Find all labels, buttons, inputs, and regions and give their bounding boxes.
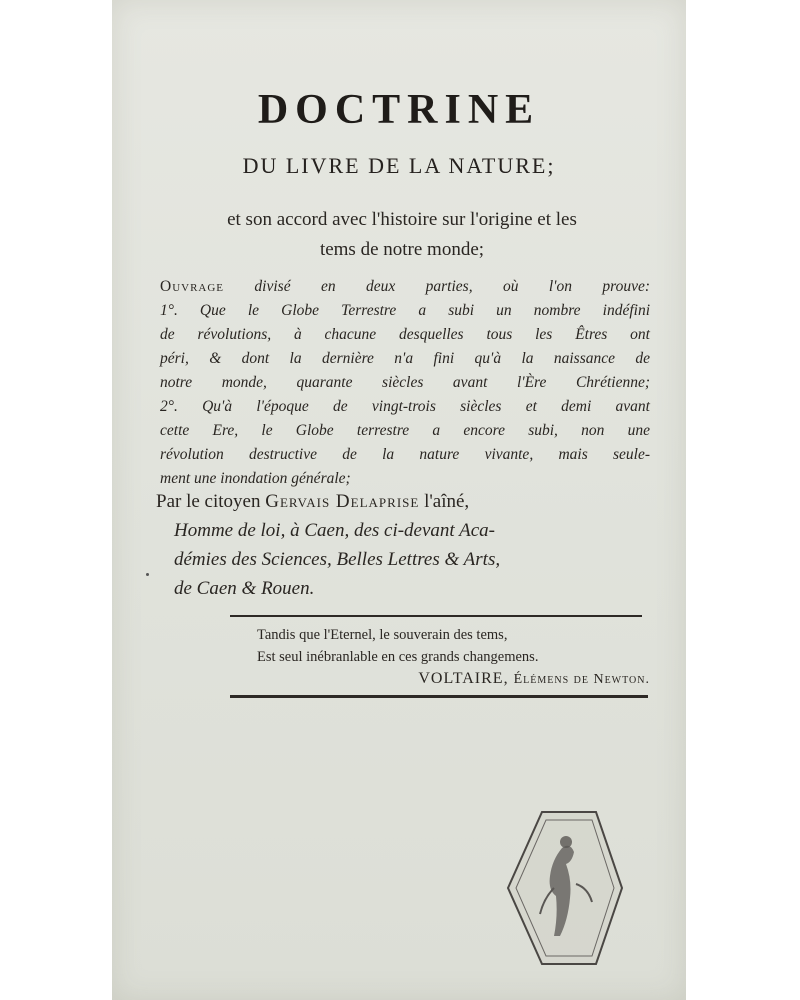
attribution-work: Élémens de Newton. [513,672,650,687]
author-title-line: de Caen & Rouen. [174,578,315,599]
ouvrage-description [160,275,650,491]
ouvrage-line: cette Ere, le Globe terrestre a encore subi, non une [160,422,650,439]
ouvrage-line: 1°. Que le Globe Terrestre a subi un nombre indéfini [160,302,650,319]
accord-line-1: et son accord avec l'histoire sur l'origine et les [227,209,577,230]
author-block [156,487,656,603]
author-name: Gervais Delaprise [265,491,420,512]
author-suffix: l'aîné, [419,491,470,512]
page-title: DOCTRINE [257,87,541,133]
author-title-line: Homme de loi, à Caen, des ci-devant Aca- [174,520,495,541]
epigraph-attribution [272,670,650,688]
library-stamp-icon [504,808,624,968]
ouvrage-line-text: divisé en deux parties, où l'on prouve: [224,278,650,295]
author-prefix: Par le citoyen [156,491,266,512]
epigraph [257,624,637,668]
ink-dot [146,573,149,576]
accord-text [152,205,652,265]
ouvrage-line: révolution destructive de la nature vivante, mais seule- [160,446,650,463]
ouvrage-line: ment une inondation générale; [160,470,351,487]
epigraph-line-2: Est seul inébranlable en ces grands changemens. [257,649,539,665]
attribution-name: VOLTAIRE, [418,670,509,687]
accord-line-2: tems de notre monde; [319,239,485,260]
bottom-rule [230,695,648,698]
epigraph-line-1: Tandis que l'Eternel, le souverain des tems, [257,627,508,643]
ouvrage-line: 2°. Qu'à l'époque de vingt-trois siècles et demi avant [160,398,650,415]
ouvrage-line: péri, & dont la dernière n'a fini qu'à la naissance de [160,350,650,367]
ouvrage-line [160,275,650,299]
top-rule [230,615,642,617]
ouvrage-line: notre monde, quarante siècles avant l'Ère Chrétienne; [160,374,650,391]
ouvrage-line: de révolutions, à chacune desquelles tous les Êtres ont [160,326,650,343]
ouvrage-lead: Ouvrage [160,278,225,295]
book-page [112,0,686,1000]
author-title-line: démies des Sciences, Belles Lettres & Arts, [174,549,501,570]
page-subtitle: DU LIVRE DE LA NATURE; [242,153,556,178]
author-line [156,487,656,516]
